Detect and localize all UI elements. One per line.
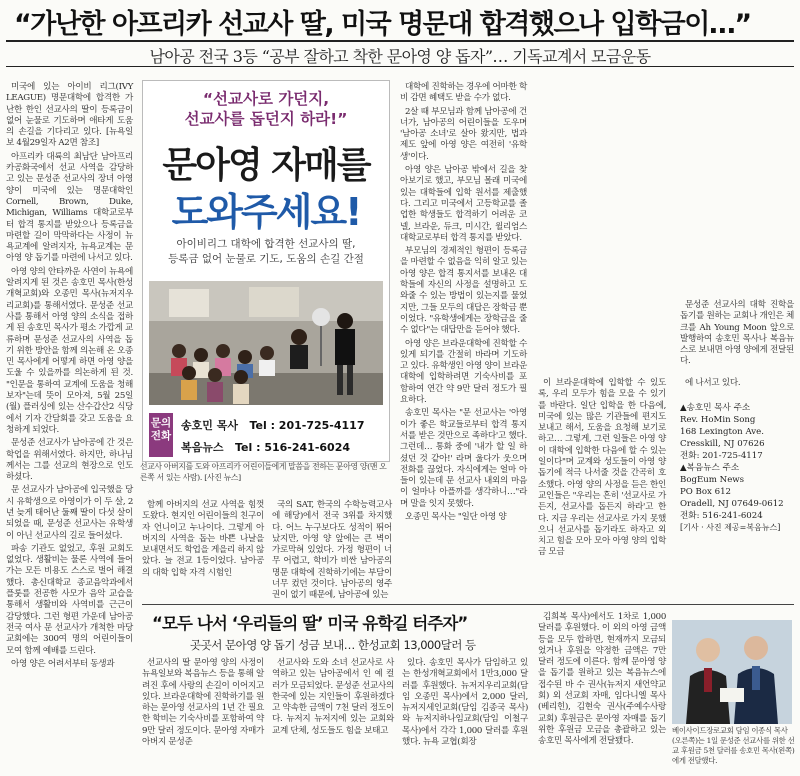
paragraph: 김희복 목사)에서도 1차로 1,000 달러를 후원했다. 이 외의 아영 금액 등을 모두 합하면, 현재까지 모금되었거나 후원을 약정한 금액은 7만 달러 정도에 이른다. 함께 문아영 양을 돕기를 원하고 있는 복음뉴스에 접수된 바 수 권사(뉴저지 새언약교회) 외 선교회 자매, 임다니엘 목사(베리힌), 김현숙 권사(주예수사랑교회) 후원금은 문아영 자매를 돕기 위한 후원금 모금을 총괄하고 있는 송호민 목사에게 전달됐다.	[538, 612, 666, 747]
flier-slogan: “선교사로 가던지, 선교사를 돕던지 하라!”	[184, 90, 348, 128]
paragraph: 있다. 송호민 목사가 담임하고 있는 한성개혁교회에서 1만3,000 달러를 후원했다. 뉴저지우리교회(담임 오종민 목사)에서 2,000 달러, 뉴저지세인교회(담임 김종국 목사)와 뉴저지하나임교회(담임 이철구 목사)에서 각각 1,000 달러를 후원했다. 뉴욕 교협(회장	[402, 658, 528, 748]
paragraph: 부모님의 경제적인 형편이 등록금을 마련할 수 없음을 익히 알고 있는 아영 양은 합격 통지서를 보내온 대학들에 자신의 사정을 설명하고 도와줄 수 있는 방법이 있는지를 물었지만, 그들 모두의 대답은 장학금 뿐이었다. "유학생에게는 장학금을 줄 수 없다"는 대답만을 듣어야 했다.	[400, 246, 527, 336]
paragraph: 대학에 진학하는 경우에 어마한 학비 감면 혜택도 받을 수가 없다.	[400, 82, 527, 104]
paragraph: 국의 SAT, 한국의 수학능력고사에 해당)에서 전국 3위를 차지했다. 어느 누구보다도 성적이 뛰어났지만, 아영 양 앞에는 큰 벽이 가로막혀 있었다. 가정 형편이 너무 어렵고, 학비가 비싼 남아공의 명문 대학에 진학하기에는 부담이 너무 컸던 것이다. 남아공의 영주권이 없기 때문에, 남아공에 있는	[272, 500, 392, 601]
article2-subheadline: 곳곳서 문아영 양 돕기 성금 보내… 한성교회 13,000달러 등	[190, 638, 476, 652]
subheadline-divider	[6, 66, 794, 67]
photo-caption: 선교사 아버지를 도와 아프리카 어린이들에게 말씀을 전하는 문아영 양(맨 오른쪽 서 있는 사람). [사진 뉴스]	[140, 462, 387, 482]
flier-title: 문아영 자매를	[162, 145, 370, 186]
article-column-2	[142, 500, 264, 600]
paragraph: 송호민 목사는 "문 선교사는 '아영이가 좋은 학교들로부터 합격 통지서를 받은 것만으로 족하다'고 했다. 그런데… 통화 중에 '내가 할 일 하셨던 것 같아!' 라며 울다가 웃으며 전화를 끊었다. 자식에게는 얼마 아들이 있는데 문 선교사 내외의 마음이 얼마나 아플까를 생각하니…"라며 말을 잇지 못했다.	[400, 408, 527, 509]
paragraph: 파송 기관도 없었고, 후원 교회도 없었다. 생활비는 물론 사역에 들어가는 모든 비용도 스스로 벌어 해결했다. 총신대학교 종교음악과에서 플룻를 전공한 사모가 음악 교습을 통해서 생활비와 사역비를 근근이 감당했다. 그런 형편 가운데 남아공 전국 여사 문 선교사가 개척한 마당교회에는 300여 명의 어린이들이 모여 함께 예배를 드린다.	[6, 543, 133, 656]
contact-line-1: 송호민 목사 Tel : 201-725-4117	[181, 419, 365, 432]
contact-line-2: 복음뉴스 Tel : 516-241-6024	[181, 441, 351, 454]
article-column-3	[272, 500, 392, 600]
paragraph: 문성준 선교사가 남아공에 간 것은 학업을 위해서였다. 하지만, 하나님께서는 그를 선교의 현장으로 인도하셨다.	[6, 438, 133, 483]
article2-column-4	[538, 612, 666, 774]
article-column-4	[400, 82, 527, 522]
inquiry-tag: 문의 전화	[149, 413, 173, 457]
paragraph: 선교사의 딸 문아영 양의 사정이 뉴욕일보와 복음뉴스 등을 통해 알려진 후에 사랑의 손길이 이어지고 있다. 브라운대학에 진학하기를 원하는 문아영 선교사의 1년 간 필요한 학비는 기숙사비를 포함하여 약 9만 달러 정도이다. 문아영 자매가 아버지 문성준	[142, 658, 264, 748]
paragraph: 아영 양의 안타까운 사연이 뉴욕에 알려지게 된 것은 송호민 목사(한성개혁교회)와 오종민 목사(뉴저지우리교회)를 통해서였다. 문성준 선교사를 통해서 아영 양의 소식을 접하게 된 송호민 목사가 평소 가깝게 교류하며 문성준 선교사의 사역을 돕기 위한 방안을 함께 의논해 온 오종민 목사에게 어떻게 하면 아영 양을 도울 수 있을까를 의논하게 된 것. "인문을 통하여 교계에 도움을 청해보자"는데 뜻이 모아져, 5월 25일(월) 플러싱에 있는 산수갑산2 식당에서 기자 간담회를 갖고 도움을 요청하게 되었다.	[6, 266, 133, 435]
paragraph: 문 선교사가 남아공에 입국했을 당시 유학생으로 아영이가 이 두 살, 2년 늦게 태어난 둘째 딸이 다섯 살이 되었을 때, 문성준 선교사는 유학생이 아닌 선교사의 길로 들어섰다.	[6, 485, 133, 541]
mission-photo	[149, 281, 383, 405]
article-column-6	[680, 378, 794, 402]
flier-contact	[143, 409, 389, 459]
article2-headline: “모두 나서 ‘우리들의 딸’ 미국 유학길 터주자”	[152, 614, 468, 633]
donation-photo-caption: 베이사이드장로교회 담임 이종식 목사(오른쪽)는 1일 문성준 선교사를 위한 선교 후원금 5천 달러를 송호민 목사(왼쪽)에게 전달했다.	[672, 726, 795, 765]
article2-column-3	[402, 658, 528, 774]
main-subheadline: 남아공 전국 3등 “공부 잘하고 착한 문아영 양 돕자”… 기독교계서 모금운동	[149, 47, 651, 66]
paragraph: 미국에 있는 아이비 리그(IVY LEAGUE) 명문대학에 합격한 가난한 한인 선교사의 딸이 등록금이 없어 눈물로 기도하며 애타게 도움의 손길을 기다리고 있다. [뉴욕일보 4월29일자 A2면 참조]	[6, 82, 133, 149]
paragraph: 2살 때 부모님과 함께 남아공에 건너가, 남아공의 어린이들을 도우며 '남아공 소녀'로 살아 왔지만, 법과 제도 앞에 아영 양은 여전히 '유학생'이다.	[400, 106, 527, 162]
two-pastors-illustration	[672, 620, 792, 724]
paragraph: 오종민 목사는 "일단 아영 양	[405, 511, 507, 522]
paragraph: 아영 양은 남아공 밖에서 길을 찾아보기로 했고, 부모님 몰래 미국에 있는 대학들에 입학 원서를 제출했다. 그리고 미국에서 고등학교를 졸업한 학생들도 합격하기 어려운 코넬, 브라운, 듀크, 미시간, 윌리엄스 대학교로부터 합격 통지를 받았다.	[400, 165, 527, 243]
article2-column-2	[272, 658, 394, 774]
flier-title-highlight: 도와주세요!	[171, 190, 361, 234]
paragraph: 아프리카 대륙의 최남단 남아프리카공화국에서 선교 사역을 감당하고 있는 문성준 선교사의 장녀 아영 양이 미국에 있는 명문대학인 Cornell, Brown, Duke, Michigan, Williams 대학교로부터 합격 통지를 받았으나 등록금을 마련할 길이 막막하다는 사정이 뉴욕교계에 알려지자, 뉴욕교계는 문아영 양 돕기를 마련에 나서고 있다.	[6, 151, 133, 264]
donation-photo	[672, 620, 792, 724]
paragraph: 아영 양은 어려서부터 동생과	[11, 658, 115, 669]
paragraph: 함께 아버지의 선교 사역을 힘껏 도왔다. 현지인 어린이들의 친구이자 언니이고 누나이다. 그렇게 아버지의 사역을 돕는 바쁜 나날을 보내면서도 학업을 게을리 하지 않았다. 늘 전교 1등이었다. 남아공의 대학 입학 자격 시험인	[142, 500, 264, 578]
headline-divider	[6, 40, 794, 42]
paragraph: 선교사와 도와 소녀 선교사로 사역하고 있는 남아공에서 인 예 컬러가 모금되었다. 문성준 선교사의 한국에 있는 지인들이 후원하겠다고 약속한 금액이 7천 달러 정도이다. 뉴저지 뉴저지에 있는 교회와 교계 단체, 성도들도 힘을 보태고	[272, 658, 394, 736]
paragraph: 아영 양은 브라운대학에 진학할 수 있게 되기를 간절히 바라며 기도하고 있다. 유학생인 아영 양이 브라운대학에 입학하려면 기숙사비를 포함하여 연간 약 9만 달러 정도가 필요하다.	[400, 338, 527, 406]
donation-flier	[142, 80, 390, 462]
children-classroom-illustration	[149, 281, 383, 405]
article-column-1	[6, 82, 133, 774]
paragraph: 이 브라운대학에 입학할 수 있도록, 우리 모두가 힘을 모을 수 있기를 바란다. 일단 입학을 한 다음에, 미국에 있는 많은 기관들에 편지도 보내고 해서, 도움을 요청해 보기로 하고… 그렇게, 그런 일들은 아영 양이 대학에 입학한 다음에 할 수 있는 일이다"며 교계와 성도들이 아영 양 돕기에 적극 나서줄 것을 간곡히 호소했다. 아영 양의 사정을 듣은 한인 교인들은 "우리는 흔히 '선교사로 가든지, 선교사를 돕든지 하라'고 한다. 지금 우리는 선교사로 가지 못했으니 선교사를 돕기라도 하자고 외치고 힘을 모아 모아 아영 양의 입학금 모금	[538, 378, 666, 558]
article-column-6b	[680, 300, 794, 378]
main-headline: “가난한 아프리카 선교사 딸, 미국 명문대 합격했으나 입학금이…”	[14, 9, 751, 40]
contact-address-block: ▲송호민 목사 주소 Rev. HoMin Song 168 Lexington Ave. Cresskill, NJ 07626 전화: 201-725-4117 ▲복음뉴스 주소 BogEum News PO Box 612 Oradell, NJ 07649-0612 전화: 516-241-6024 [기사 · 사진 제공=복음뉴스]	[680, 403, 784, 532]
article-column-5	[538, 378, 666, 600]
paragraph: 문성준 선교사의 대학 진학을 돕기를 원하는 교회나 개인은 체크를 Ah Young Moon 앞으로 발행하여 송호민 목사나 복음뉴스로 보내면 아영 양에게 전달된다.	[680, 300, 794, 367]
paragraph: 에 나서고 있다.	[685, 378, 741, 388]
article-divider	[142, 604, 794, 605]
article2-column-1	[142, 658, 264, 774]
flier-description: 아이비리그 대학에 합격한 선교사의 딸, 등록금 없어 눈물로 기도, 도움의 손길 간절	[168, 238, 364, 265]
